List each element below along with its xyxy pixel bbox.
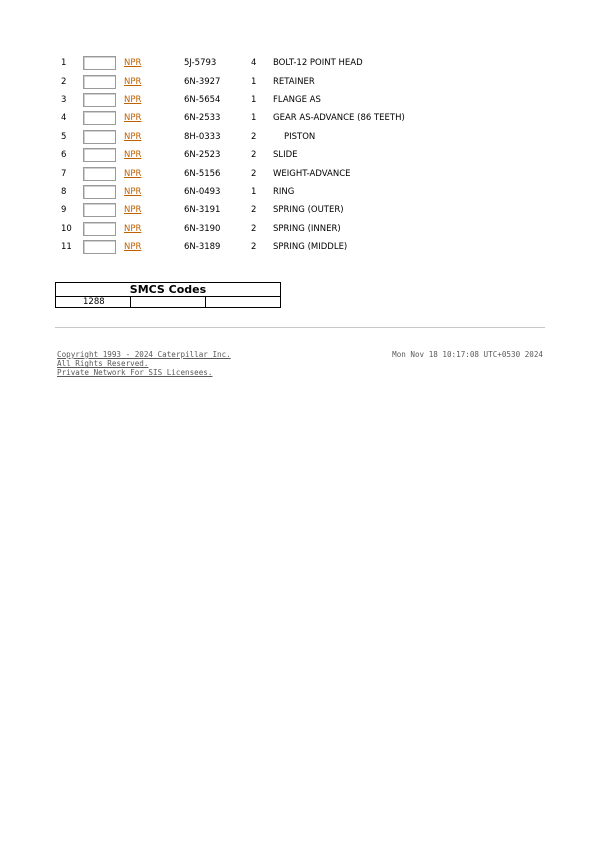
ref-number: 3 bbox=[61, 94, 67, 105]
part-description: SLIDE bbox=[273, 150, 298, 161]
npr-link[interactable]: NPR bbox=[124, 168, 142, 179]
part-number: 6N-2523 bbox=[184, 150, 221, 161]
quantity-input[interactable] bbox=[83, 240, 116, 254]
timestamp: Mon Nov 18 10:17:08 UTC+0530 2024 bbox=[392, 350, 543, 359]
private-network-link[interactable]: Private Network For SIS Licensees. bbox=[57, 368, 213, 378]
ref-number: 11 bbox=[61, 242, 72, 253]
part-quantity: 1 bbox=[251, 186, 257, 197]
npr-link[interactable]: NPR bbox=[124, 113, 142, 124]
part-number: 6N-5156 bbox=[184, 168, 221, 179]
part-row bbox=[55, 54, 475, 72]
ref-number: 7 bbox=[61, 168, 67, 179]
npr-link[interactable]: NPR bbox=[124, 186, 142, 197]
part-row bbox=[55, 109, 475, 127]
part-number: 6N-2533 bbox=[184, 113, 221, 124]
npr-link[interactable]: NPR bbox=[124, 94, 142, 105]
smcs-code-cell: 1288 bbox=[56, 297, 131, 308]
rights-link[interactable]: All Rights Reserved. bbox=[57, 359, 149, 369]
ref-number: 5 bbox=[61, 131, 67, 142]
part-row bbox=[55, 128, 475, 146]
ref-number: 4 bbox=[61, 113, 67, 124]
smcs-title: SMCS Codes bbox=[56, 283, 281, 297]
npr-link[interactable]: NPR bbox=[124, 242, 142, 253]
part-number: 8H-0333 bbox=[184, 131, 221, 142]
part-description: PISTON bbox=[284, 131, 316, 142]
part-description: RING bbox=[273, 186, 295, 197]
part-description: WEIGHT-ADVANCE bbox=[273, 168, 351, 179]
npr-link[interactable]: NPR bbox=[124, 58, 142, 69]
quantity-input[interactable] bbox=[83, 185, 116, 199]
part-quantity: 4 bbox=[251, 58, 257, 69]
part-quantity: 2 bbox=[251, 168, 257, 179]
part-description: SPRING (INNER) bbox=[273, 223, 341, 234]
part-description: SPRING (OUTER) bbox=[273, 205, 344, 216]
part-number: 5J-5793 bbox=[184, 58, 217, 69]
npr-link[interactable]: NPR bbox=[124, 223, 142, 234]
ref-number: 6 bbox=[61, 150, 67, 161]
part-quantity: 1 bbox=[251, 113, 257, 124]
part-row bbox=[55, 146, 475, 164]
part-quantity: 1 bbox=[251, 76, 257, 87]
quantity-input[interactable] bbox=[83, 130, 116, 144]
part-row bbox=[55, 201, 475, 219]
smcs-code-cell bbox=[206, 297, 281, 308]
part-row bbox=[55, 91, 475, 109]
part-quantity: 2 bbox=[251, 131, 257, 142]
quantity-input[interactable] bbox=[83, 75, 116, 89]
part-description: GEAR AS-ADVANCE (86 TEETH) bbox=[273, 113, 405, 124]
quantity-input[interactable] bbox=[83, 148, 116, 162]
part-number: 6N-3191 bbox=[184, 205, 221, 216]
part-quantity: 2 bbox=[251, 242, 257, 253]
quantity-input[interactable] bbox=[83, 167, 116, 181]
copyright-link[interactable]: Copyright 1993 - 2024 Caterpillar Inc. bbox=[57, 350, 231, 359]
smcs-row bbox=[56, 297, 281, 308]
part-row bbox=[55, 72, 475, 90]
part-quantity: 2 bbox=[251, 205, 257, 216]
ref-number: 2 bbox=[61, 76, 67, 87]
part-description: FLANGE AS bbox=[273, 94, 321, 105]
quantity-input[interactable] bbox=[83, 111, 116, 125]
npr-link[interactable]: NPR bbox=[124, 76, 142, 87]
npr-link[interactable]: NPR bbox=[124, 205, 142, 216]
quantity-input[interactable] bbox=[83, 203, 116, 217]
parts-list bbox=[55, 54, 475, 256]
ref-number: 10 bbox=[61, 223, 72, 234]
quantity-input[interactable] bbox=[83, 56, 116, 70]
part-number: 6N-3190 bbox=[184, 223, 221, 234]
npr-link[interactable]: NPR bbox=[124, 131, 142, 142]
part-description: BOLT-12 POINT HEAD bbox=[273, 58, 363, 69]
npr-link[interactable]: NPR bbox=[124, 150, 142, 161]
part-quantity: 1 bbox=[251, 94, 257, 105]
footer-links bbox=[57, 350, 231, 378]
ref-number: 9 bbox=[61, 205, 67, 216]
part-number: 6N-3927 bbox=[184, 76, 221, 87]
part-quantity: 2 bbox=[251, 223, 257, 234]
part-description: SPRING (MIDDLE) bbox=[273, 242, 348, 253]
part-row bbox=[55, 238, 475, 256]
footer-divider bbox=[55, 327, 545, 328]
part-number: 6N-3189 bbox=[184, 242, 221, 253]
part-row bbox=[55, 183, 475, 201]
part-quantity: 2 bbox=[251, 150, 257, 161]
part-row bbox=[55, 164, 475, 182]
part-description: RETAINER bbox=[273, 76, 315, 87]
quantity-input[interactable] bbox=[83, 93, 116, 107]
ref-number: 1 bbox=[61, 58, 67, 69]
ref-number: 8 bbox=[61, 186, 67, 197]
smcs-code-cell bbox=[131, 297, 206, 308]
smcs-codes-table bbox=[55, 282, 281, 308]
part-number: 6N-0493 bbox=[184, 186, 221, 197]
part-number: 6N-5654 bbox=[184, 94, 221, 105]
quantity-input[interactable] bbox=[83, 222, 116, 236]
part-row bbox=[55, 220, 475, 238]
